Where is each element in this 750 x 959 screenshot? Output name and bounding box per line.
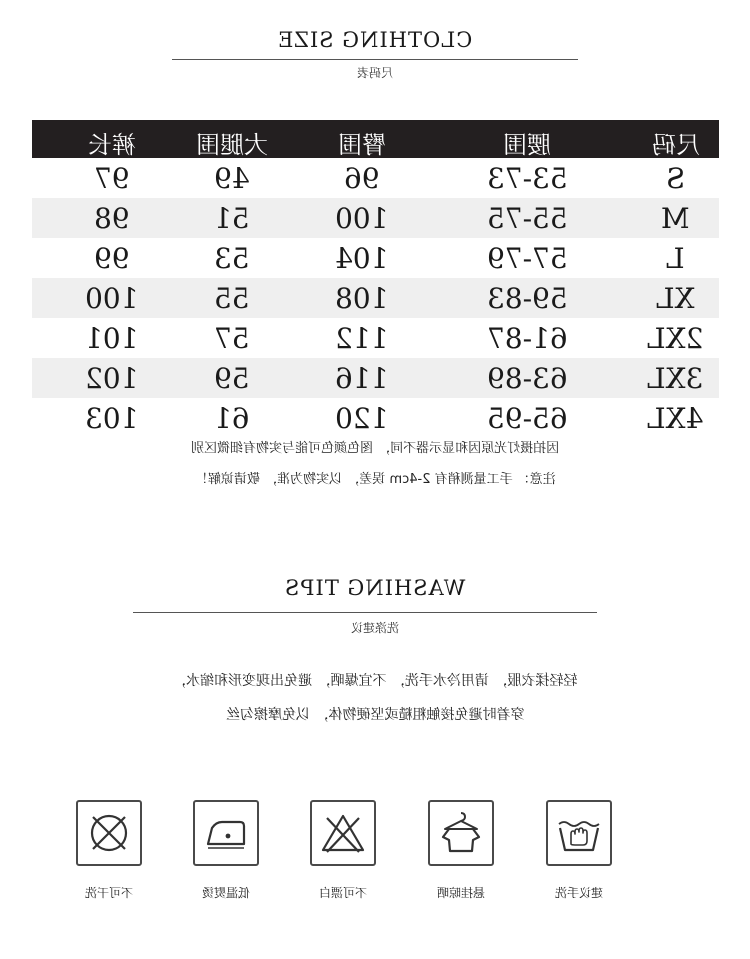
cell-thigh: 51 bbox=[214, 201, 250, 235]
care-label: 悬挂晾晒 bbox=[436, 886, 485, 900]
cell-waist: 61-87 bbox=[486, 321, 568, 355]
header-size: 尺码 bbox=[651, 130, 700, 159]
care-label: 建议手洗 bbox=[554, 886, 603, 900]
table-row bbox=[32, 278, 719, 318]
cell-size: XL bbox=[656, 281, 695, 315]
size-title-rule bbox=[172, 59, 578, 60]
cell-size: L bbox=[666, 241, 685, 275]
care-label: 不可干洗 bbox=[84, 886, 133, 900]
care-icons-row bbox=[0, 800, 750, 920]
measurement-note: 注意： 手工量测稍有 2-4cm 误差， 以实物为准， 敬请谅解！ bbox=[194, 472, 556, 487]
table-row bbox=[32, 158, 719, 198]
cell-pants-length: 102 bbox=[85, 361, 139, 395]
cell-hip: 100 bbox=[335, 201, 389, 235]
cell-pants-length: 100 bbox=[85, 281, 139, 315]
washing-title-rule bbox=[133, 612, 597, 613]
low-temp-iron-icon bbox=[193, 800, 259, 866]
table-row bbox=[32, 358, 719, 398]
cell-waist: 53-73 bbox=[486, 161, 568, 195]
cell-waist: 59-83 bbox=[486, 281, 568, 315]
size-section-title: CLOTHING SIZE bbox=[277, 28, 473, 52]
photo-color-note: 因拍摄灯光原因和显示器不同， 图色颜色可能与实物有细微区别 bbox=[190, 441, 560, 456]
cell-hip: 108 bbox=[335, 281, 389, 315]
cell-waist: 63-89 bbox=[486, 361, 568, 395]
cell-hip: 104 bbox=[335, 241, 389, 275]
cell-hip: 112 bbox=[335, 321, 389, 355]
cell-pants-length: 101 bbox=[85, 321, 139, 355]
washing-tip-line-2: 穿着时避免接触粗糙或坚硬物体， 以免摩擦勾丝 bbox=[225, 707, 525, 723]
table-row bbox=[32, 318, 719, 358]
header-hip: 臀围 bbox=[338, 130, 386, 159]
cell-waist: 57-79 bbox=[486, 241, 568, 275]
cell-size: 4XL bbox=[647, 401, 704, 435]
cell-thigh: 53 bbox=[214, 241, 250, 275]
cell-size: 3XL bbox=[647, 361, 704, 395]
care-label: 不可漂白 bbox=[318, 886, 367, 900]
care-label: 低温熨烫 bbox=[201, 886, 250, 900]
cell-size: S bbox=[665, 161, 686, 195]
cell-pants-length: 99 bbox=[94, 241, 130, 275]
cell-size: 2XL bbox=[647, 321, 704, 355]
cell-thigh: 59 bbox=[214, 361, 250, 395]
cell-thigh: 61 bbox=[214, 401, 250, 435]
washing-section-title: WASHING TIPS bbox=[284, 576, 466, 600]
table-row bbox=[32, 198, 719, 238]
cell-pants-length: 98 bbox=[94, 201, 130, 235]
cell-thigh: 55 bbox=[214, 281, 250, 315]
cell-hip: 116 bbox=[335, 361, 389, 395]
cell-waist: 65-95 bbox=[486, 401, 568, 435]
header-thigh: 大腿围 bbox=[196, 130, 268, 159]
washing-tip-line-1: 轻轻揉衣服， 请用冷水手洗， 不宜爆晒， 避免出现变形和缩水， bbox=[172, 673, 578, 689]
cell-size: M bbox=[661, 201, 690, 235]
cell-pants-length: 103 bbox=[85, 401, 139, 435]
cell-thigh: 49 bbox=[214, 161, 250, 195]
no-dry-clean-icon bbox=[76, 800, 142, 866]
header-pants-length: 裤长 bbox=[88, 130, 136, 159]
cell-thigh: 57 bbox=[214, 321, 250, 355]
cell-hip: 96 bbox=[344, 161, 380, 195]
cell-waist: 55-75 bbox=[486, 201, 568, 235]
size-section-subtitle: 尺码表 bbox=[356, 66, 393, 80]
header-waist: 腰围 bbox=[503, 130, 551, 159]
cell-hip: 120 bbox=[335, 401, 389, 435]
hang-dry-icon bbox=[428, 800, 494, 866]
table-row bbox=[32, 238, 719, 278]
hand-wash-icon bbox=[546, 800, 612, 866]
cell-pants-length: 97 bbox=[94, 161, 130, 195]
size-table bbox=[32, 120, 719, 438]
table-row bbox=[32, 398, 719, 438]
size-table-header bbox=[32, 120, 719, 158]
washing-section-subtitle: 洗涤建议 bbox=[350, 621, 399, 635]
no-bleach-icon bbox=[310, 800, 376, 866]
